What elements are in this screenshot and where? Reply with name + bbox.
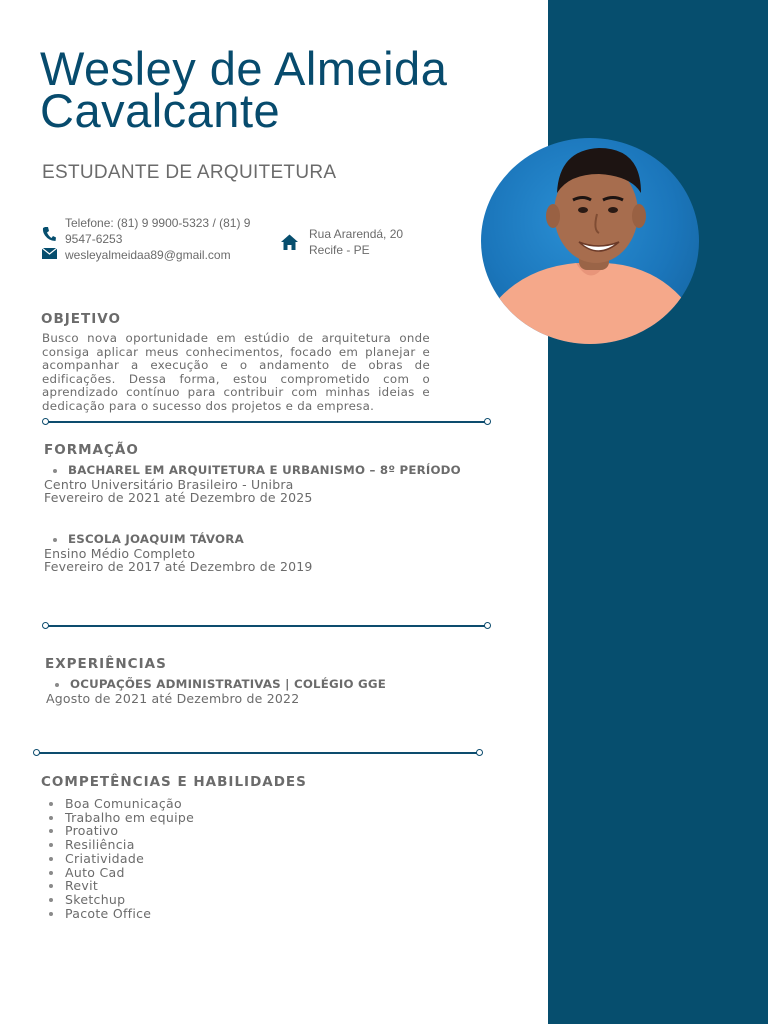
education-degree: BACHAREL EM ARQUITETURA E URBANISMO – 8º PERÍODO: [44, 464, 461, 478]
home-icon: [281, 234, 298, 250]
objective-line: dedicação para o sucesso dos projetos e da empresa.: [42, 398, 375, 413]
education-institution: Ensino Médio Completo: [44, 545, 196, 561]
phone-line-2: 9547-6253: [65, 232, 123, 246]
phone-icon: [42, 226, 56, 242]
skill-item: Resiliência: [47, 838, 194, 852]
objective-text: [42, 332, 430, 414]
section-divider: [46, 421, 487, 423]
experience-role: OCUPAÇÕES ADMINISTRATIVAS | COLÉGIO GGE: [46, 678, 386, 692]
skill-item: Proativo: [47, 824, 194, 838]
objective-line: edificações. Dessa forma, estou comprometido com o: [42, 371, 430, 386]
education-item: [44, 533, 313, 574]
section-title-formacao: FORMAÇÃO: [44, 442, 139, 458]
section-divider: [46, 625, 487, 627]
skill-item: Sketchup: [47, 893, 194, 907]
address-contact: [309, 226, 403, 258]
education-degree: ESCOLA JOAQUIM TÁVORA: [44, 533, 313, 547]
address-line-1: Rua Ararendá, 20: [309, 227, 404, 241]
phone-line-1: Telefone: (81) 9 9900-5323 / (81) 9: [65, 216, 251, 230]
objective-line: acompanhar a execução e o andamento de obras de: [42, 358, 430, 373]
skill-item: Boa Comunicação: [47, 797, 194, 811]
experience-item: [46, 678, 386, 705]
section-title-competencias: COMPETÊNCIAS E HABILIDADES: [41, 774, 307, 790]
email-contact: wesleyalmeidaa89@gmail.com: [65, 248, 231, 262]
section-title-experiencias: EXPERIÊNCIAS: [45, 656, 167, 672]
mail-icon: [42, 248, 57, 259]
objective-line: consiga aplicar meus conhecimentos, focado em planejar e: [42, 344, 430, 359]
name-line-2: Cavalcante: [40, 84, 281, 137]
objective-line: Busco nova oportunidade em estúdio de arquitetura onde: [42, 331, 430, 345]
address-line-2: Recife - PE: [309, 243, 370, 257]
skill-item: Pacote Office: [47, 907, 194, 921]
skill-item: Revit: [47, 879, 194, 893]
phone-contact: [65, 215, 275, 247]
section-divider: [37, 752, 479, 754]
education-item: [44, 464, 461, 505]
profile-photo: [481, 138, 699, 344]
education-period: Fevereiro de 2017 até Dezembro de 2019: [44, 559, 313, 575]
skill-item: Auto Cad: [47, 866, 194, 880]
skill-item: Criatividade: [47, 852, 194, 866]
portrait-illustration: [481, 138, 699, 344]
education-institution: Centro Universitário Brasileiro - Unibra: [44, 476, 294, 492]
skills-list: [47, 797, 194, 920]
candidate-name: [40, 42, 560, 137]
section-title-objetivo: OBJETIVO: [41, 311, 121, 327]
skill-item: Trabalho em equipe: [47, 811, 194, 825]
education-period: Fevereiro de 2021 até Dezembro de 2025: [44, 490, 313, 506]
name-line-1: Wesley de Almeida: [40, 42, 448, 95]
job-role: ESTUDANTE DE ARQUITETURA: [42, 162, 337, 183]
objective-line: aprendizado contínuo para contribuir com minhas ideias e: [42, 385, 430, 400]
experience-period: Agosto de 2021 até Dezembro de 2022: [46, 690, 300, 706]
